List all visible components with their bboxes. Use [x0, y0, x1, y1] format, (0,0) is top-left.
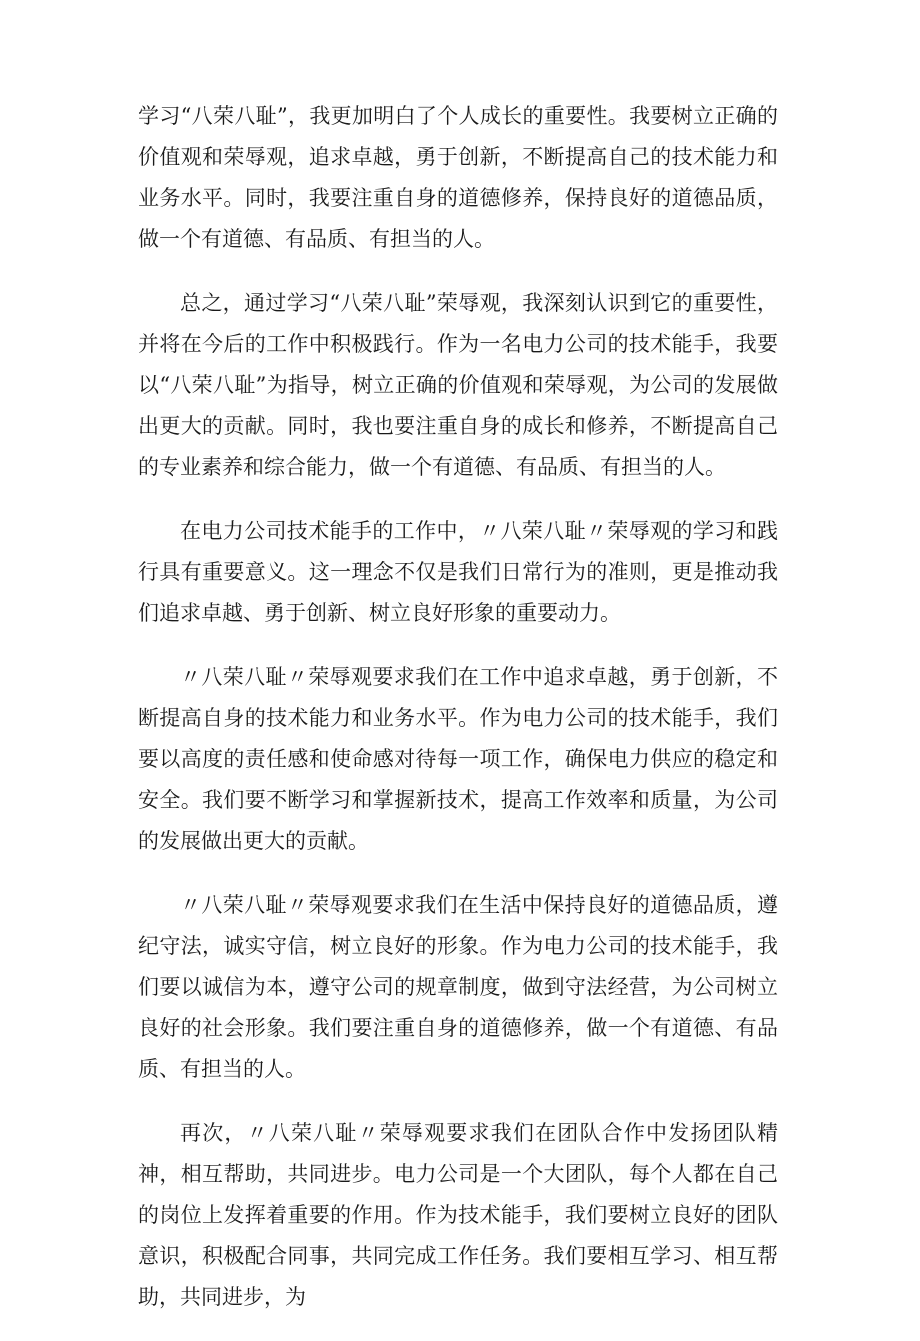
paragraph-5: 〃八荣八耻〃荣辱观要求我们在生活中保持良好的道德品质，遵纪守法，诚实守信，树立良好的形象。作为电力公司的技术能手，我们要以诚信为本，遵守公司的规章制度，做到守法经营，为公司树立良好的社会形象。我们要注重自身的道德修养，做一个有道德、有品质、有担当的人。 — [138, 893, 778, 1081]
paragraph-1: 学习“八荣八耻”，我更加明白了个人成长的重要性。我要树立正确的价值观和荣辱观，追求卓越，勇于创新，不断提高自己的技术能力和业务水平。同时，我要注重自身的道德修养，保持良好的道德品质，做一个有道德、有品质、有担当的人。 — [138, 104, 778, 251]
paragraph-2: 总之，通过学习“八荣八耻”荣辱观，我深刻认识到它的重要性，并将在今后的工作中积极践行。作为一名电力公司的技术能手，我要以“八荣八耻”为指导，树立正确的价值观和荣辱观，为公司的发展做出更大的贡献。同时，我也要注重自身的成长和修养，不断提高自己的专业素养和综合能力，做一个有道德、有品质、有担当的人。 — [138, 291, 778, 479]
paragraph-4: 〃八荣八耻〃荣辱观要求我们在工作中追求卓越，勇于创新，不断提高自身的技术能力和业务水平。作为电力公司的技术能手，我们要以高度的责任感和使命感对待每一项工作，确保电力供应的稳定和安全。我们要不断学习和掌握新技术，提高工作效率和质量，为公司的发展做出更大的贡献。 — [138, 665, 778, 853]
document-body — [138, 96, 778, 1341]
paragraph-6: 再次，〃八荣八耻〃荣辱观要求我们在团队合作中发扬团队精神，相互帮助，共同进步。电力公司是一个大团队，每个人都在自己的岗位上发挥着重要的作用。作为技术能手，我们要树立良好的团队意识，积极配合同事，共同完成工作任务。我们要相互学习、相互帮助，共同进步，为 — [138, 1121, 778, 1309]
paragraph-3: 在电力公司技术能手的工作中，〃八荣八耻〃荣辱观的学习和践行具有重要意义。这一理念不仅是我们日常行为的准则，更是推动我们追求卓越、勇于创新、树立良好形象的重要动力。 — [138, 519, 778, 625]
